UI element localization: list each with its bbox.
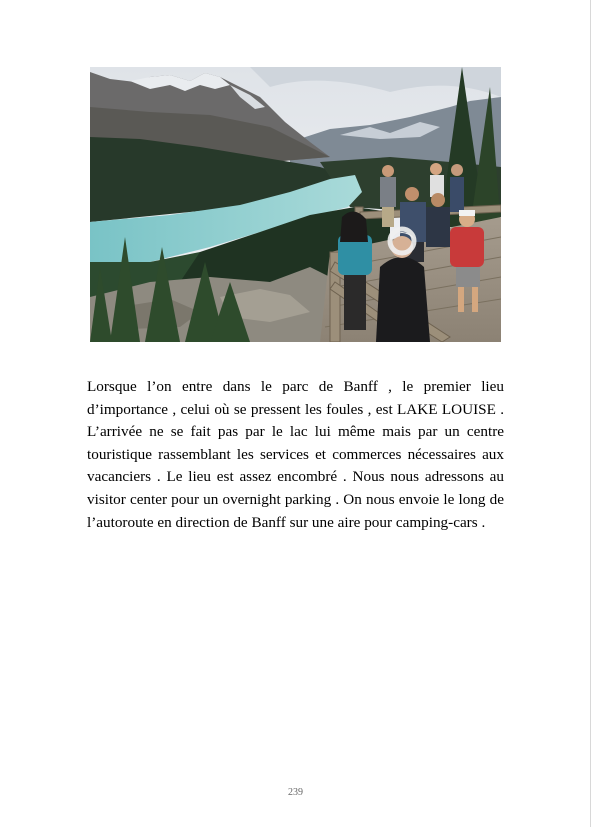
body-paragraph: Lorsque l’on entre dans le parc de Banff , le premier lieu d’importance , celui où se pressent les foules , est LAKE LOUISE . L’arrivée ne se fait pas par le lac lui même mais par un centre touristique rassemblant les services et commerces nécessaires aux vacanciers . Le lieu est assez encombré . Nous nous adressons au visitor center pour un overnight parking . On nous envoie le long de l’autoroute en direction de Banff sur une aire pour camping-cars . xyxy=(87,378,504,531)
lake-viewpoint-photo xyxy=(90,67,501,342)
page-number: 239 xyxy=(288,787,303,798)
